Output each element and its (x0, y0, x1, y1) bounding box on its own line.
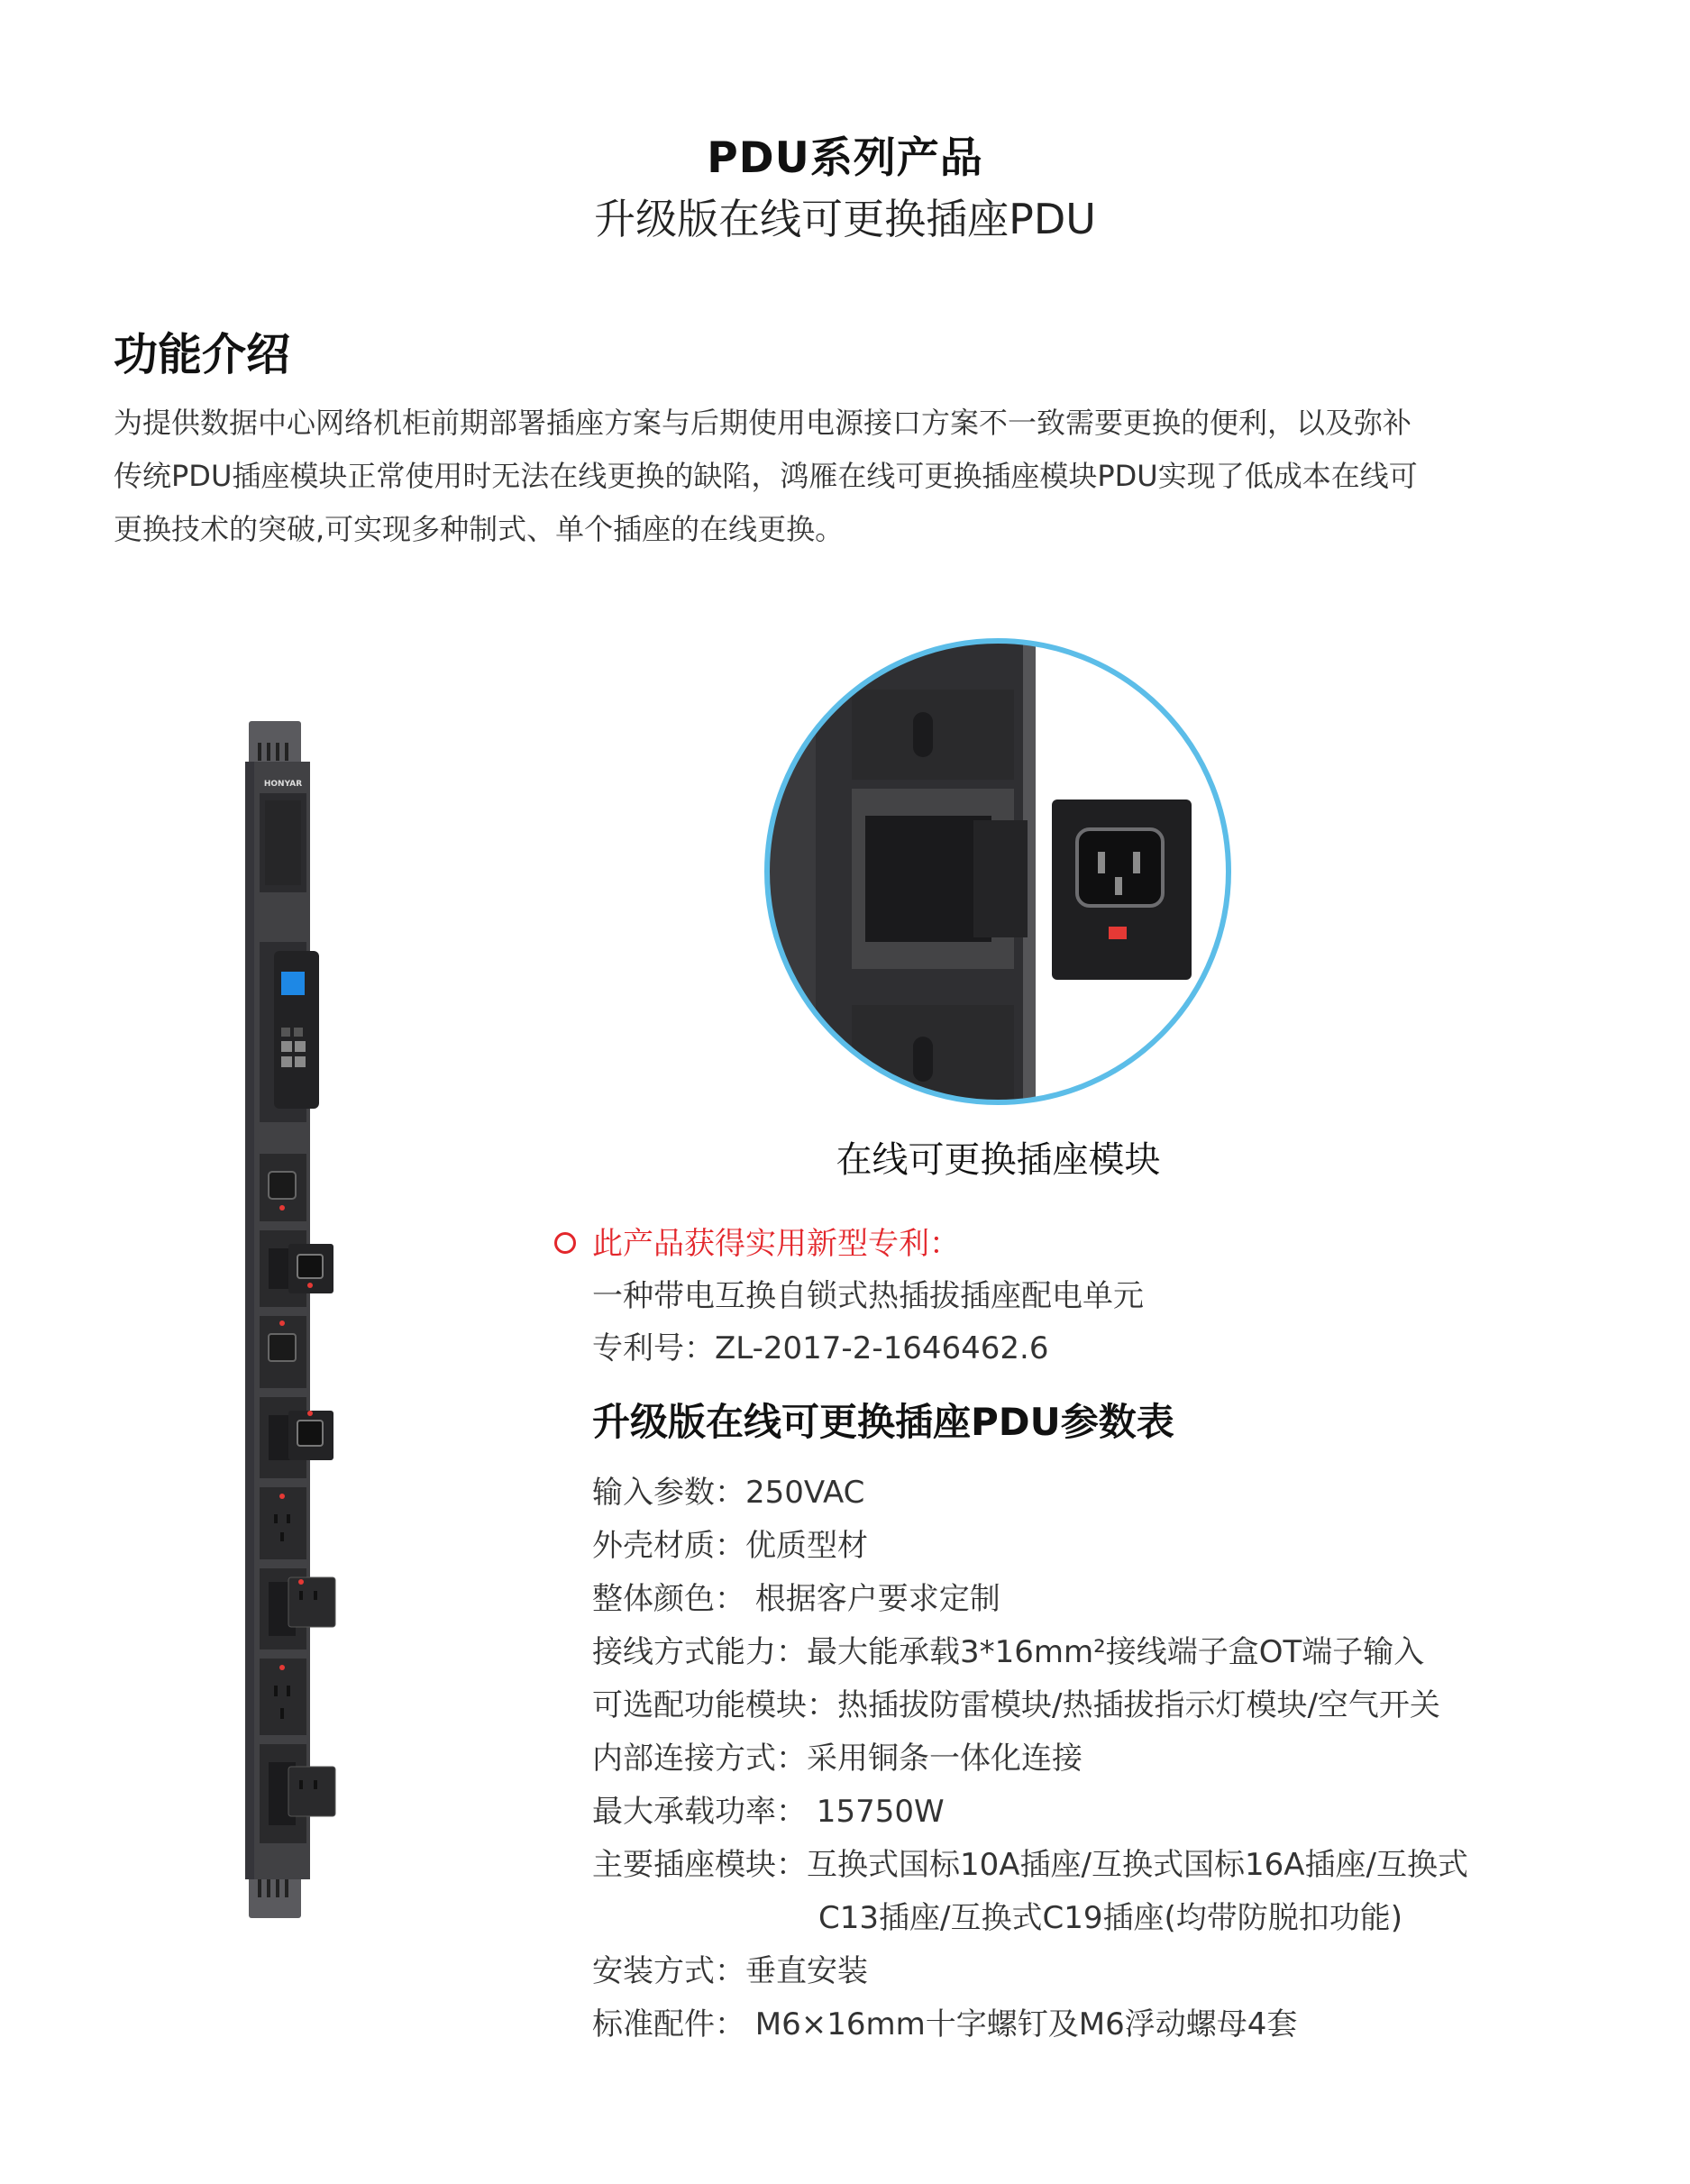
socket-c19 (260, 1316, 306, 1388)
intro-line: 更换技术的突破,可实现多种制式、单个插座的在线更换。 (114, 512, 845, 546)
page-subtitle: 升级版在线可更换插座PDU (594, 195, 1096, 243)
page-title: PDU系列产品 (707, 133, 983, 183)
spec-row: 输入参数：250VAC (592, 1475, 865, 1511)
socket-c19-pulled (260, 1397, 333, 1478)
spec-row: 可选配功能模块：热插拔防雷模块/热插拔指示灯模块/空气开关 (592, 1687, 1440, 1723)
intro-line: 为提供数据中心网络机柜前期部署插座方案与后期使用电源接口方案不一致需要更换的便利，以及弥补 (114, 406, 1412, 440)
intro-line: 传统PDU插座模块正常使用时无法在线更换的缺陷，鸿雁在线可更换插座模块PDU实现了低成本在线可 (114, 459, 1418, 493)
patent-heading (554, 1219, 960, 1263)
socket-c13 (260, 1154, 306, 1221)
spec-row: 整体颜色： 根据客户要求定制 (592, 1581, 1000, 1617)
brand-label: HONYAR (263, 780, 303, 789)
spec-row: 接线方式能力：最大能承载3*16mm²接线端子盒OT端子输入 (592, 1634, 1425, 1670)
spec-row: 外壳材质：优质型材 (592, 1528, 868, 1564)
socket-gb-16a (260, 1659, 306, 1735)
zoom-illustration (762, 635, 1235, 1109)
spec-row: 内部连接方式：采用铜条一体化连接 (592, 1741, 1083, 1777)
spec-row-continuation: C13插座/互换式C19插座(均带防脱扣功能) (818, 1900, 1402, 1936)
spec-row: 主要插座模块：互换式国标10A插座/互换式国标16A插座/互换式 (592, 1847, 1468, 1883)
spec-row: 最大承载功率： 15750W (592, 1794, 945, 1830)
intro-paragraph (114, 397, 1592, 556)
zoom-caption: 在线可更换插座模块 (836, 1139, 1161, 1181)
pdu-illustration (243, 721, 424, 1920)
circle-bullet-icon (554, 1232, 576, 1254)
socket-gb-pulled-2 (260, 1744, 335, 1843)
zoom-detail-image (762, 635, 1235, 1109)
socket-gb-10a (260, 1487, 306, 1559)
pdu-product-image (243, 721, 424, 1920)
patent-number: 专利号：ZL-2017-2-1646462.6 (592, 1330, 1049, 1366)
spec-row: 安装方式：垂直安装 (592, 1953, 868, 1989)
spec-table-title: 升级版在线可更换插座PDU参数表 (592, 1400, 1174, 1444)
section-heading-features: 功能介绍 (114, 329, 291, 380)
spec-row: 标准配件： M6×16mm十字螺钉及M6浮动螺母4套 (592, 2006, 1298, 2042)
patent-name: 一种带电互换自锁式热插拔插座配电单元 (592, 1278, 1144, 1314)
patent-heading-text: 此产品获得实用新型专利： (592, 1226, 960, 1262)
socket-c13-pulled (260, 1230, 333, 1307)
socket-gb-pulled (260, 1568, 335, 1649)
